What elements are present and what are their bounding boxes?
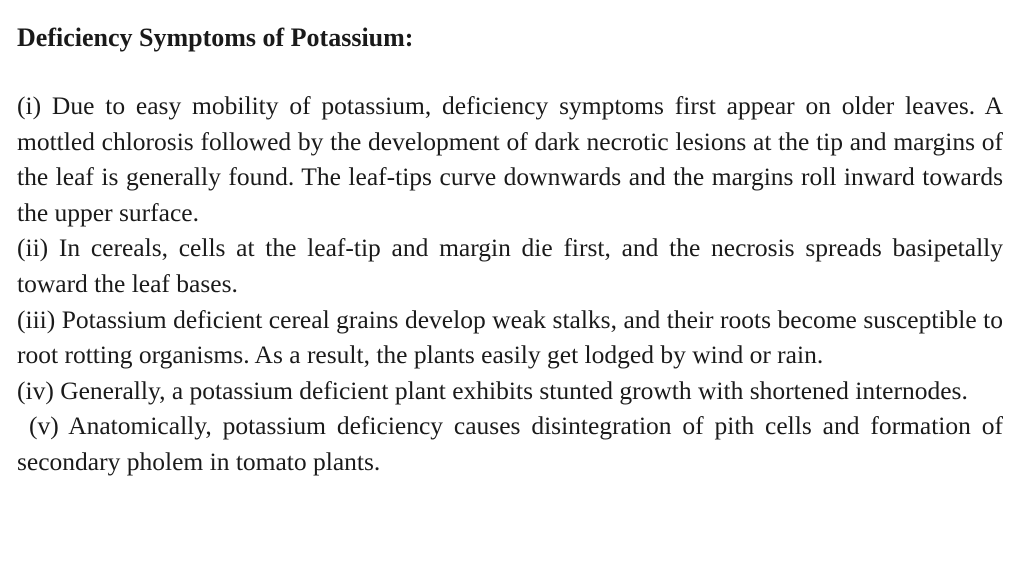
slide-content <box>17 20 1003 480</box>
point-3: (iii) Potassium deficient cereal grains develop weak stalks, and their roots become susceptible to root rotting organisms. As a result, the plants easily get lodged by wind or rain. <box>17 304 1003 370</box>
point-5: (v) Anatomically, potassium deficiency causes disintegration of pith cells and formation of secondary pholem in tomato plants. <box>17 411 1003 476</box>
point-1: (i) Due to easy mobility of potassium, deficiency symptoms first appear on older leaves. A mottled chlorosis followed by the development of dark necrotic lesions at the tip and margins of the leaf is generally found. The leaf-tips curve downwards and the margins roll inward towards the upper surface. <box>17 91 1003 227</box>
point-4: (iv) Generally, a potassium deficient plant exhibits stunted growth with shortened internodes. <box>17 375 968 405</box>
point-2: (ii) In cereals, cells at the leaf-tip and margin die first, and the necrosis spreads basipetally toward the leaf bases. <box>17 233 1003 298</box>
slide-title: Deficiency Symptoms of Potassium: <box>17 23 414 52</box>
